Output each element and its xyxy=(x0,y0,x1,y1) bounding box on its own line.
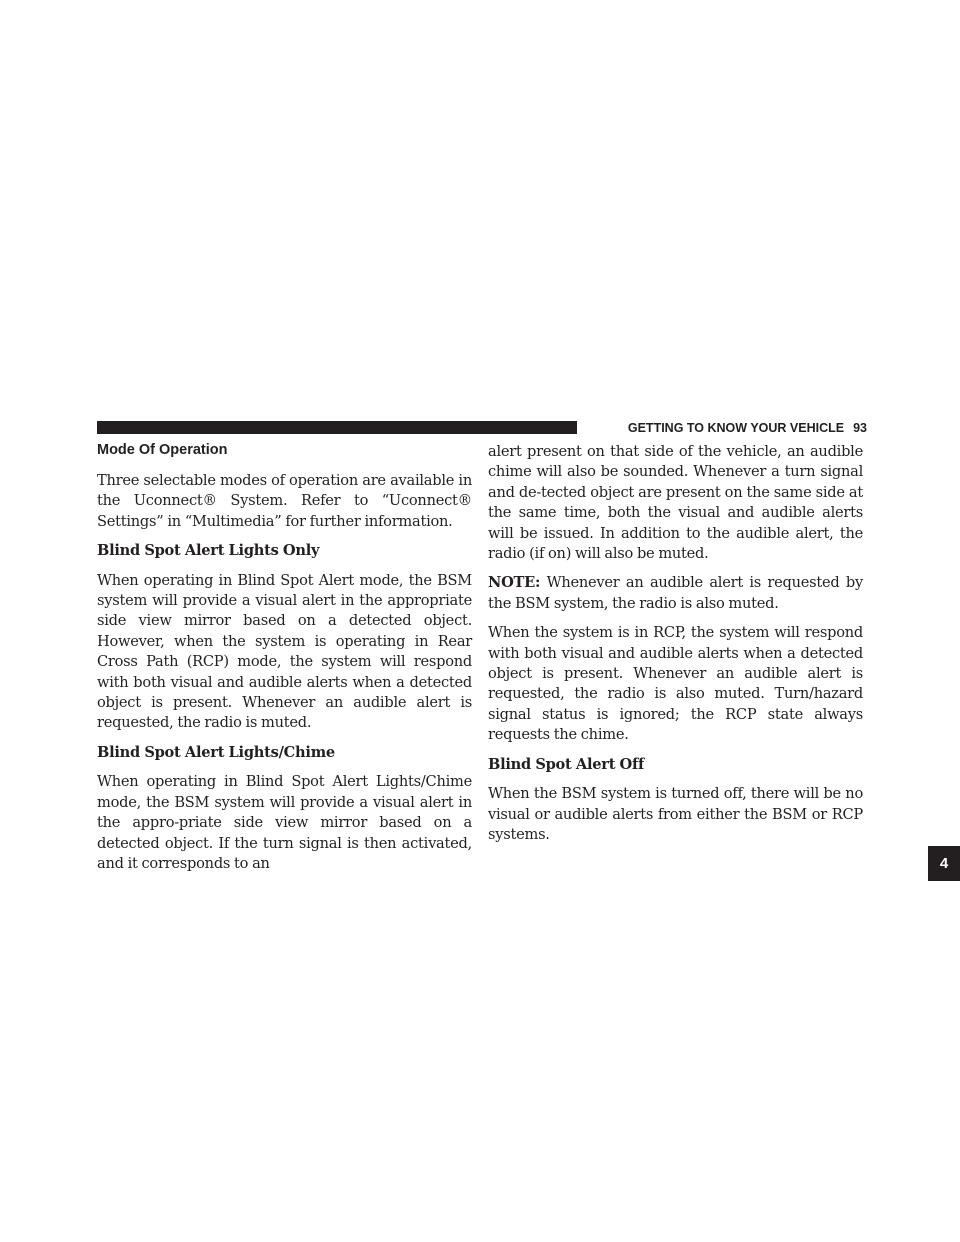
subheading-alert-off: Blind Spot Alert Off xyxy=(488,755,645,773)
lights-chime-paragraph: When operating in Blind Spot Alert Lights/Chime mode, the BSM system will provide a visual alert in the appro-priate side view mirror based on a detected object. If the turn signal is then activated, and it corresponds to an xyxy=(97,773,472,872)
intro-paragraph: Three selectable modes of operation are available in the Uconnect® System. Refer to “Uconnect® Settings” in “Multimedia” for further information. xyxy=(97,472,472,530)
subheading-lights-chime: Blind Spot Alert Lights/Chime xyxy=(97,743,335,761)
right-column xyxy=(488,442,863,854)
running-header xyxy=(592,419,867,437)
alert-off-paragraph: When the BSM system is turned off, there will be no visual or audible alerts from either the BSM or RCP systems. xyxy=(488,785,863,843)
lights-only-paragraph: When operating in Blind Spot Alert mode, the BSM system will provide a visual alert in the appropriate side view mirror based on a detected object. However, when the system is operating in Rear Cross Path (RCP) mode, the system will respond with both visual and audible alerts when a detected object is present. Whenever an audible alert is requested, the radio is muted. xyxy=(97,571,472,732)
page-number: 93 xyxy=(853,421,867,435)
header-rule xyxy=(97,421,577,434)
left-column xyxy=(97,440,472,883)
subheading-lights-only: Blind Spot Alert Lights Only xyxy=(97,542,320,560)
header-section-title: GETTING TO KNOW YOUR VEHICLE xyxy=(627,421,845,435)
note-paragraph xyxy=(488,573,863,614)
note-text: Whenever an audible alert is requested by the BSM system, the radio is also muted. xyxy=(488,574,863,612)
rcp-paragraph: When the system is in RCP, the system will respond with both visual and audible alerts when a detected object is present. Whenever an audible alert is requested, the radio is also muted. Turn/hazard signal status is ignored; the RCP state always requests the chime. xyxy=(488,624,863,744)
note-label: NOTE: xyxy=(488,574,541,592)
chapter-tab xyxy=(928,846,960,881)
lights-chime-paragraph-continued: alert present on that side of the vehicle, an audible chime will also be sounded. Whenever a turn signal and de-tected object are present on the same side at the same time, both the visual and audible alerts will be issued. In addition to the audible alert, the radio (if on) will also be muted. xyxy=(488,443,863,563)
section-title: Mode Of Operation xyxy=(97,442,228,458)
chapter-number: 4 xyxy=(939,855,949,872)
